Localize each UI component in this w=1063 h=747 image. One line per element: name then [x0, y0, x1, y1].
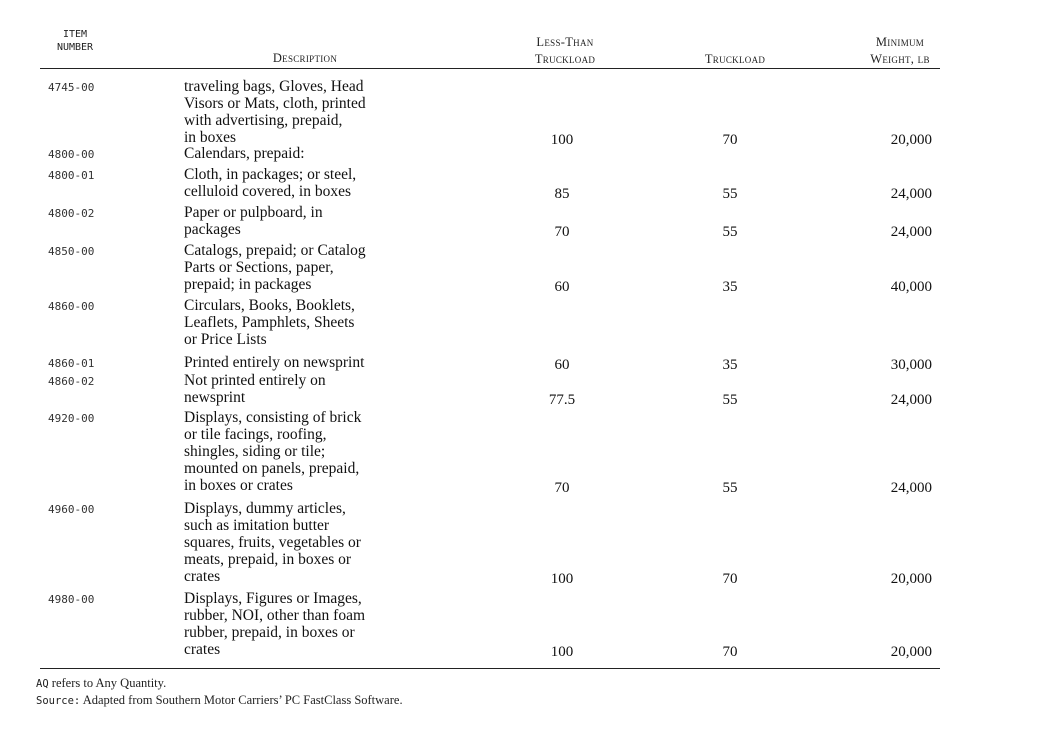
footnote-source-text: Adapted from Southern Motor Carriers’ PC FastClass Software. [82, 693, 403, 707]
header-rule [40, 68, 940, 69]
item-description [184, 205, 444, 239]
minimum-weight-value: 24,000 [890, 223, 932, 240]
description-line: mounted on panels, prepaid, [184, 459, 360, 477]
truckload-value: 55 [722, 391, 738, 408]
less-than-truckload-value: 85 [554, 185, 570, 202]
minimum-weight-value: 20,000 [890, 643, 932, 660]
less-than-truckload-value: 100 [550, 643, 574, 660]
header-item-number: ITEM NUMBER [56, 29, 94, 53]
description-line: newsprint [184, 388, 246, 406]
description-line: Calendars, prepaid: [184, 145, 305, 162]
less-than-truckload-value: 70 [554, 479, 570, 496]
less-than-truckload-value: 100 [550, 131, 574, 148]
description-line: with advertising, prepaid, [184, 111, 343, 129]
item-number: 4800-01 [48, 169, 95, 182]
item-number: 4860-01 [48, 357, 95, 370]
minimum-weight-value: 20,000 [890, 570, 932, 587]
minimum-weight-value: 24,000 [890, 391, 932, 408]
truckload-value: 70 [722, 643, 738, 660]
truckload-value: 55 [722, 479, 738, 496]
description-line: Displays, dummy articles, [184, 500, 346, 517]
item-number: 4860-00 [48, 300, 95, 313]
description-line: rubber, NOI, other than foam [184, 606, 366, 624]
description-line: in boxes [184, 128, 237, 146]
item-number: 4980-00 [48, 593, 95, 606]
description-line: Printed entirely on newsprint [184, 354, 365, 371]
description-line: Displays, consisting of brick [184, 409, 362, 426]
footnote-aq-abbr: AQ [36, 678, 49, 690]
minimum-weight-value: 24,000 [890, 185, 932, 202]
item-description [184, 355, 444, 372]
header-truckload: Truckload [704, 52, 766, 66]
description-line: Circulars, Books, Booklets, [184, 297, 355, 314]
item-description [184, 243, 444, 294]
description-line: meats, prepaid, in boxes or [184, 550, 352, 568]
truckload-value: 70 [722, 570, 738, 587]
item-number: 4745-00 [48, 81, 95, 94]
description-line: prepaid; in packages [184, 275, 312, 293]
description-line: in boxes or crates [184, 476, 293, 494]
item-number: 4860-02 [48, 375, 95, 388]
item-number: 4960-00 [48, 503, 95, 516]
item-description [184, 146, 444, 163]
description-line: Catalogs, prepaid; or Catalog [184, 242, 366, 259]
description-line: packages [184, 220, 241, 238]
less-than-truckload-value: 70 [554, 223, 570, 240]
item-description [184, 79, 444, 147]
item-description [184, 501, 444, 586]
footnote-source [36, 693, 403, 708]
description-line: or Price Lists [184, 330, 267, 348]
minimum-weight-value: 30,000 [890, 357, 932, 373]
description-line: crates [184, 640, 221, 658]
footnote-source-label: Source: [36, 695, 81, 707]
truckload-value: 35 [722, 357, 738, 373]
description-line: Parts or Sections, paper, [184, 258, 334, 276]
item-number: 4800-02 [48, 207, 95, 220]
header-description: Description [272, 51, 338, 65]
description-line: shingles, siding or tile; [184, 442, 326, 460]
description-line: Displays, Figures or Images, [184, 590, 362, 607]
description-line: Paper or pulpboard, in [184, 204, 323, 221]
item-description [184, 298, 444, 349]
description-line: Visors or Mats, cloth, printed [184, 94, 366, 112]
truckload-value: 55 [722, 223, 738, 240]
truckload-value: 55 [722, 185, 738, 202]
item-number: 4850-00 [48, 245, 95, 258]
item-number: 4800-00 [48, 148, 95, 161]
description-line: squares, fruits, vegetables or [184, 533, 361, 551]
description-line: traveling bags, Gloves, Head [184, 78, 364, 95]
minimum-weight-value: 24,000 [890, 479, 932, 496]
footnote-aq [36, 676, 166, 691]
description-line: or tile facings, roofing, [184, 425, 327, 443]
truckload-value: 70 [722, 131, 738, 148]
description-line: celluloid covered, in boxes [184, 182, 352, 200]
item-number: 4920-00 [48, 412, 95, 425]
minimum-weight-value: 40,000 [890, 278, 932, 295]
less-than-truckload-value: 60 [554, 278, 570, 295]
description-line: rubber, prepaid, in boxes or [184, 623, 355, 641]
less-than-truckload-value: 77.5 [548, 391, 576, 408]
header-less-than-truckload: Less-Than Truckload [534, 35, 596, 66]
item-description [184, 167, 444, 201]
item-description [184, 591, 444, 659]
footnote-aq-text: refers to Any Quantity. [51, 676, 167, 690]
minimum-weight-value: 20,000 [890, 131, 932, 148]
description-line: Not printed entirely on [184, 372, 326, 389]
less-than-truckload-value: 100 [550, 570, 574, 587]
description-line: Cloth, in packages; or steel, [184, 166, 357, 183]
truckload-value: 35 [722, 278, 738, 295]
less-than-truckload-value: 60 [554, 357, 570, 373]
description-line: Leaflets, Pamphlets, Sheets [184, 313, 355, 331]
header-minimum-weight: Minimum Weight, lb [870, 35, 930, 66]
footer-rule [40, 668, 940, 669]
description-line: such as imitation butter [184, 516, 330, 534]
item-description [184, 373, 444, 407]
description-line: crates [184, 567, 221, 585]
item-description [184, 410, 444, 495]
